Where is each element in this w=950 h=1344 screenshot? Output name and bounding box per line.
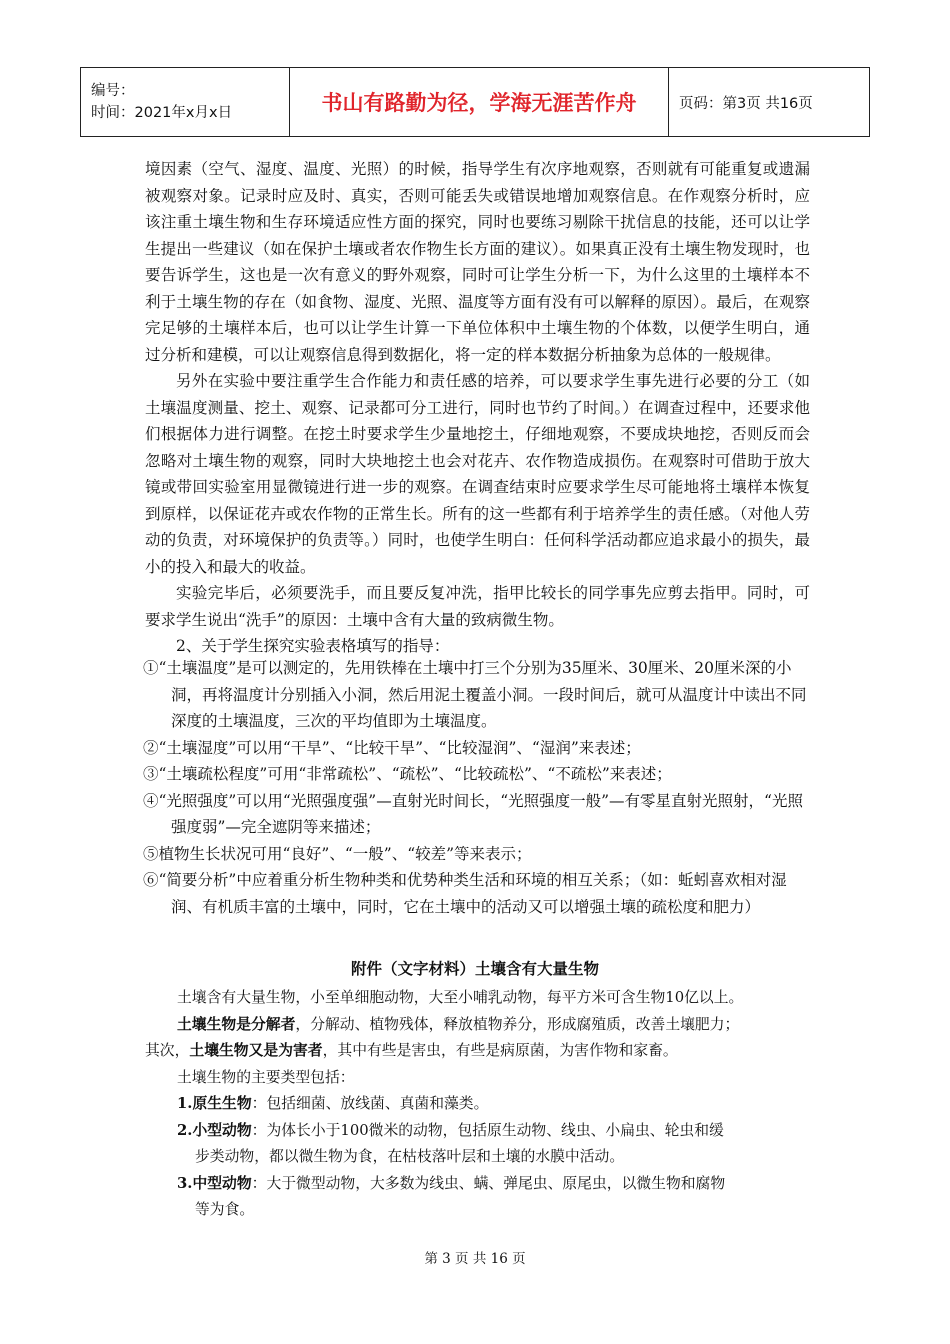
paragraph: 境因素（空气、湿度、温度、光照）的时候，指导学生有次序地观察，否则就有可能重复或遗漏被观察对象。记录时应及时、真实，否则可能丢失或错误地增加观察信息。在作观察分析时，应该注重土壤生物和生存环境适应性方面的探究，同时也要练习剔除干扰信息的技能，还可以让学生提出一些建议（如在保护土壤或者农作物生长方面的建议）。如果真正没有土壤生物发现时，也要告诉学生，这也是一次有意义的野外观察，同时可让学生分析一下，为什么这里的土壤样本不利于土壤生物的存在（如食物、湿度、光照、温度等方面有没有可以解释的原因）。最后，在观察完足够的土壤样本后，也可以让学生计算一下单位体积中土壤生物的个体数，以便学生明白，通过分析和建模，可以让观察信息得到数据化，将一定的样本数据分析抽象为总体的一般规律。 <box>145 160 810 364</box>
appendix-item <box>145 1118 813 1145</box>
header-page-label: 页码：第3页 共16页 <box>669 68 870 137</box>
page-header <box>80 67 870 137</box>
appendix-body <box>145 985 813 1224</box>
appendix-line: 土壤生物的主要类型包括： <box>177 1068 355 1086</box>
list-item: ④“光照强度”可以用“光照强度强”—直射光时间长，“光照强度一般”—有零星直射光照射，“光照强度弱”—完全遮阴等来描述； <box>143 791 803 836</box>
section-heading: 2、关于学生探究实验表格填写的指导： <box>176 637 450 655</box>
paragraph: 实验完毕后，必须要洗手，而且要反复冲洗，指甲比较长的同学事先应剪去指甲。同时，可要求学生说出“洗手”的原因：土壤中含有大量的致病微生物。 <box>145 584 810 629</box>
list-item: ⑤植物生长状况可用“良好”、“一般”、“较差”等来表示； <box>143 844 532 863</box>
bold-term: 1.原生生物 <box>177 1095 252 1112</box>
appendix-item-continued: 步类动物，都以微生物为食，在枯枝落叶层和土壤的水膜中活动。 <box>195 1148 625 1165</box>
page-footer: 第 3 页 共 16 页 <box>424 1251 526 1267</box>
header-meta <box>81 68 290 137</box>
appendix-title: 附件（文字材料）土壤含有大量生物 <box>350 960 599 978</box>
main-body <box>145 156 810 660</box>
appendix-line <box>145 1038 813 1065</box>
appendix-line: 土壤含有大量生物，小至单细胞动物，大至小哺乳动物，每平方米可含生物10亿以上。 <box>177 989 744 1006</box>
bold-term: 3.中型动物 <box>177 1174 252 1192</box>
bold-term: 土壤生物又是为害者 <box>189 1042 323 1059</box>
appendix-text: ，分解动、植物残体，释放植物养分，形成腐殖质，改善土壤肥力； <box>295 1015 740 1033</box>
bold-term: 土壤生物是分解者 <box>177 1015 296 1033</box>
list-item: ⑥“简要分析”中应着重分析生物种类和优势种类生活和环境的相互关系；（如：蚯蚓喜欢相对湿润、有机质丰富的土壤中，同时，它在土壤中的活动又可以增强土壤的疏松度和肥力） <box>143 871 787 916</box>
paragraph: 另外在实验中要注重学生合作能力和责任感的培养，可以要求学生事先进行必要的分工（如土壤温度测量、挖土、观察、记录都可分工进行，同时也节约了时间。）在调查过程中，还要求他们根据体力进行调整。在挖土时要求学生少量地挖土，仔细地观察，不要成块地挖，否则反而会忽略对土壤生物的观察，同时大块地挖土也会对花卉、农作物造成损伤。在观察时可借助于放大镜或带回实验室用显微镜进行进一步的观察。在调查结束时应要求学生尽可能地将土壤样本恢复到原样，以保证花卉或农作物的正常生长。所有的这一些都有利于培养学生的责任感。（对他人劳动的负责，对环境保护的负责等。）同时，也使学生明白：任何科学活动都应追求最小的损失，最小的投入和最大的收益。 <box>145 372 810 576</box>
appendix-text: ：包括细菌、放线菌、真菌和藻类。 <box>251 1095 489 1112</box>
appendix-item <box>145 1171 813 1198</box>
appendix-item-continued: 等为食。 <box>195 1201 255 1218</box>
list-item: ②“土壤湿度”可以用“干旱”、“比较干旱”、“比较湿润”、“湿润”来表述； <box>143 738 641 757</box>
appendix-line <box>145 1012 813 1039</box>
guide-list <box>143 655 811 920</box>
appendix-item <box>145 1091 813 1118</box>
bold-term: 2.小型动物 <box>177 1121 252 1139</box>
list-item: ①“土壤温度”是可以测定的，先用铁棒在土壤中打三个分别为35厘米、30厘米、20厘米深的小洞，再将温度计分别插入小洞，然后用泥土覆盖小洞。一段时间后，就可从温度计中读出不同深度的土壤温度，三次的平均值即为土壤温度。 <box>143 659 807 730</box>
list-item: ③“土壤疏松程度”可用“非常疏松”、“疏松”、“比较疏松”、“不疏松”来表述； <box>143 765 672 783</box>
appendix-text: ：大于微型动物，大多数为线虫、螨、弹尾虫、原尾虫，以微生物和腐物 <box>251 1174 726 1192</box>
appendix-text: ：为体长小于100微米的动物，包括原生动物、线虫、小扁虫、轮虫和缓 <box>251 1121 724 1139</box>
header-motto: 书山有路勤为径，学海无涯苦作舟 <box>290 68 669 137</box>
code-label: 编号： <box>91 83 135 99</box>
appendix-text: 其次， <box>145 1042 190 1059</box>
date-label: 时间：2021年x月x日 <box>91 105 233 121</box>
appendix-text: ，其中有些是害虫，有些是病原菌，为害作物和家畜。 <box>322 1042 678 1059</box>
